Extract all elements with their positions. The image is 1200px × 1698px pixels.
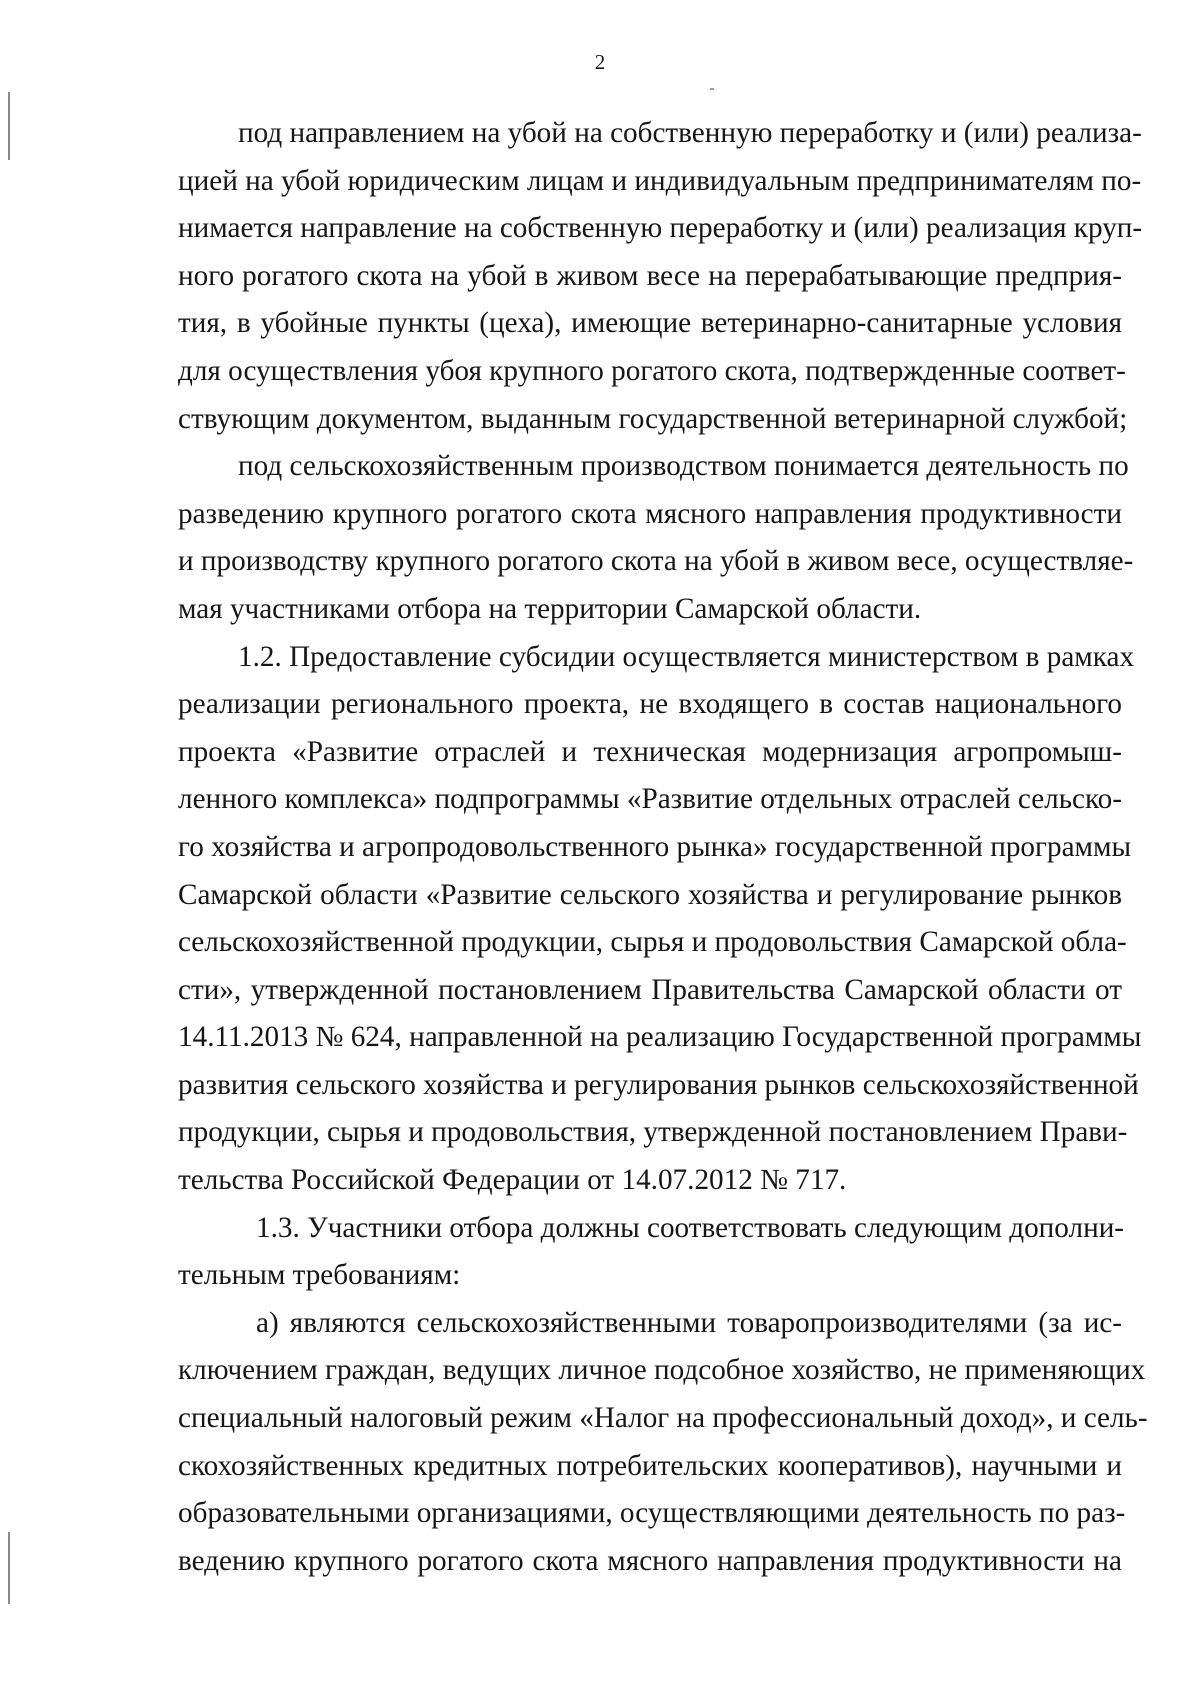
scan-speck	[710, 88, 714, 90]
text-line: сельскохозяйственной продукции, сырья и продовольствия Самарской обла-	[178, 926, 1127, 959]
text-line: скохозяйственных кредитных потребительских кооперативов), научными и	[178, 1449, 1122, 1482]
text-line: а) являются сельскохозяйственными товаропроизводителями (за ис-	[256, 1306, 1122, 1339]
page-number: 2	[594, 50, 606, 74]
text-line: 14.11.2013 № 624, направленной на реализацию Государственной программы	[178, 1021, 1142, 1054]
text-line: ствующим документом, выданным государственной ветеринарной службой;	[178, 402, 1128, 435]
text-line: 1.2. Предоставление субсидии осуществляется министерством в рамках	[238, 640, 1135, 673]
text-line: продукции, сырья и продовольствия, утвержденной постановлением Прави-	[178, 1116, 1128, 1149]
text-line: и производству крупного рогатого скота на убой в живом весе, осуществляе-	[178, 545, 1134, 578]
text-line: 1.3. Участники отбора должны соответствовать следующим дополни-	[256, 1211, 1125, 1244]
text-line: тельства Российской Федерации от 14.07.2012 № 717.	[178, 1164, 847, 1197]
text-line: сти», утвержденной постановлением Правительства Самарской области от	[178, 973, 1122, 1006]
text-line: го хозяйства и агропродовольственного рынка» государственной программы	[178, 830, 1132, 863]
text-line: ленного комплекса» подпрограммы «Развитие отдельных отраслей сельско-	[178, 783, 1122, 816]
text-line: Самарской области «Развитие сельского хозяйства и регулирование рынков	[178, 878, 1122, 911]
text-line: ключением граждан, ведущих личное подсобное хозяйство, не применяющих	[178, 1354, 1146, 1387]
text-line: проекта «Развитие отраслей и техническая модернизация агропромыш-	[178, 735, 1122, 768]
scan-margin-mark-bottom	[8, 1532, 10, 1604]
text-line: для осуществления убоя крупного рогатого скота, подтвержденные соответ-	[178, 354, 1126, 387]
text-line: тия, в убойные пункты (цеха), имеющие ветеринарно-санитарные условия	[178, 307, 1122, 340]
text-line: нимается направление на собственную переработку и (или) реализация круп-	[178, 212, 1143, 245]
text-line: под направлением на убой на собственную переработку и (или) реализа-	[238, 117, 1142, 149]
text-line: реализации регионального проекта, не входящего в состав национального	[178, 688, 1122, 721]
document-body	[178, 110, 1148, 1585]
text-line: разведению крупного рогатого скота мясного направления продуктивности	[178, 497, 1122, 530]
text-line: развития сельского хозяйства и регулирования рынков сельскохозяйственной	[178, 1068, 1139, 1101]
text-line: тельным требованиям:	[178, 1259, 461, 1292]
text-line: цией на убой юридическим лицам и индивидуальным предпринимателям по-	[178, 164, 1142, 197]
text-line: ного рогатого скота на убой в живом весе на перерабатывающие предприя-	[178, 259, 1122, 292]
text-line: ведению крупного рогатого скота мясного направления продуктивности на	[178, 1544, 1122, 1577]
text-line: специальный налоговый режим «Налог на профессиональный доход», и сель-	[178, 1402, 1148, 1435]
scan-margin-mark-top	[8, 92, 10, 160]
text-line: образовательными организациями, осуществляющими деятельность по раз-	[178, 1497, 1126, 1530]
text-line: мая участниками отбора на территории Самарской области.	[178, 592, 922, 625]
text-line: под сельскохозяйственным производством понимается деятельность по	[238, 450, 1129, 483]
